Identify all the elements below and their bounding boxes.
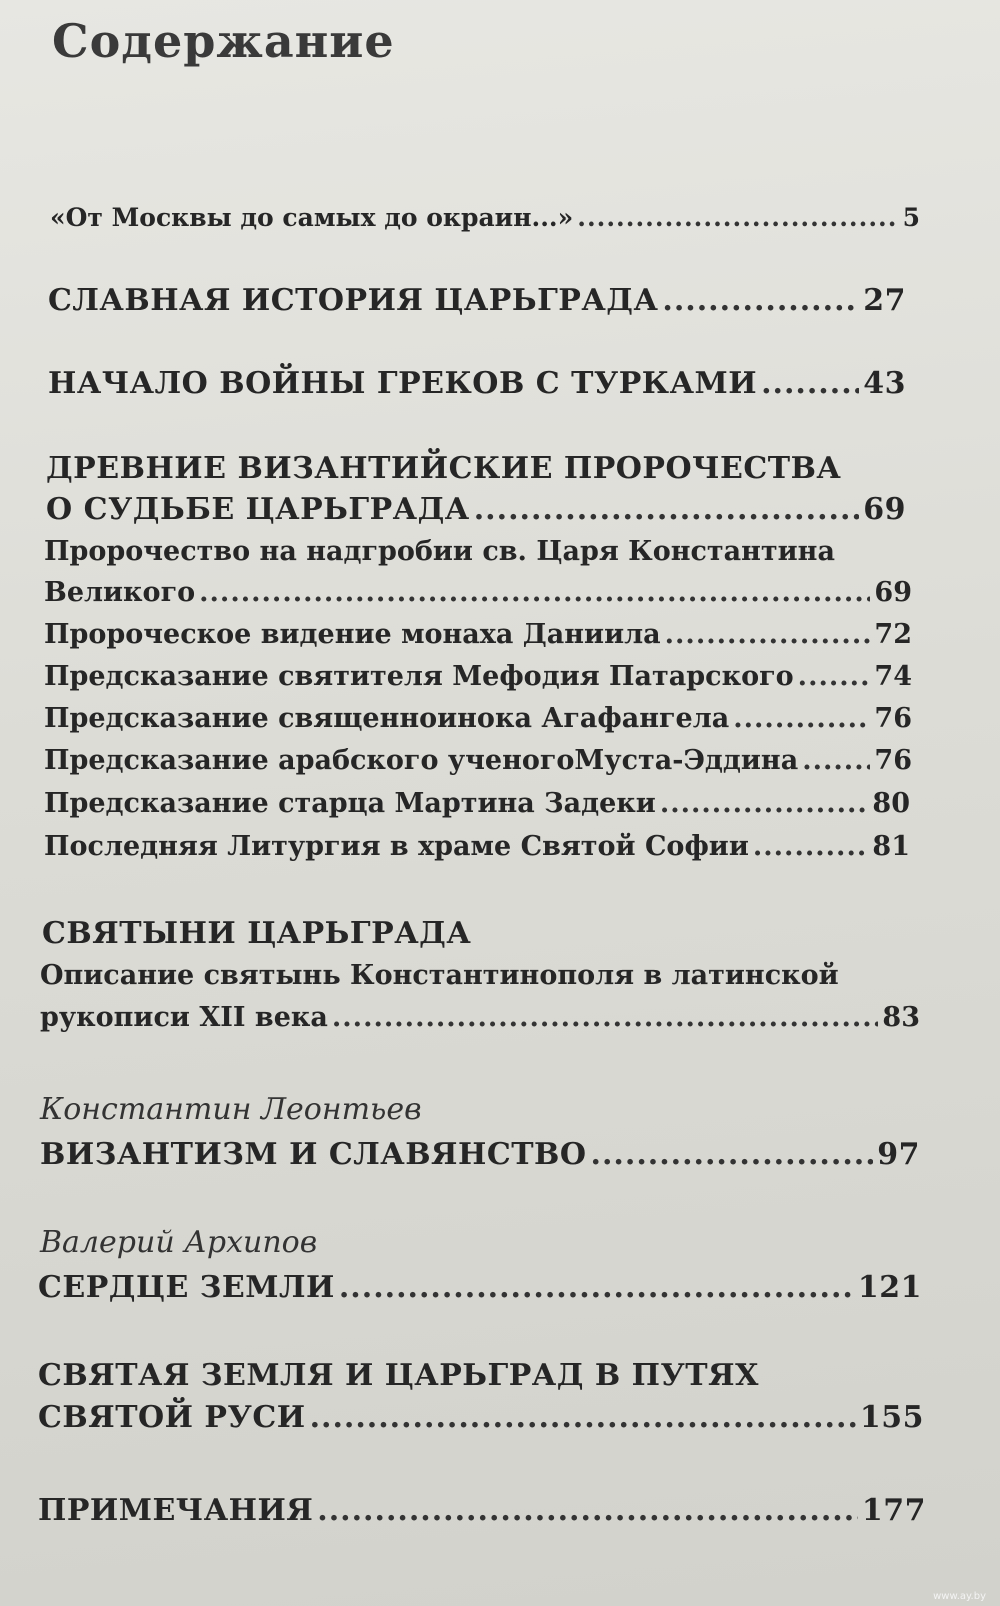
toc-page-number: 81 bbox=[872, 831, 910, 862]
toc-entry-title: «От Москвы до самых до окраин...» bbox=[50, 203, 574, 232]
toc-page-number: 72 bbox=[874, 619, 912, 650]
toc-page-number: 155 bbox=[859, 1400, 924, 1435]
toc-entry-title-line1: Пророчество на надгробии св. Царя Константина bbox=[44, 536, 835, 567]
toc-page-number: 43 bbox=[863, 366, 906, 401]
toc-entry bbox=[40, 1137, 920, 1172]
toc-entry-title: Последняя Литургия в храме Святой Софии bbox=[44, 831, 749, 862]
toc-entry bbox=[38, 1493, 926, 1528]
toc-entry bbox=[44, 577, 912, 608]
toc-entry bbox=[44, 788, 910, 819]
toc-entry bbox=[44, 619, 912, 650]
toc-leader-dots bbox=[665, 619, 871, 650]
toc-entry bbox=[44, 745, 912, 776]
toc-page-number: 177 bbox=[861, 1493, 926, 1528]
toc-entry-title-line1: ДРЕВНИЕ ВИЗАНТИЙСКИЕ ПРОРОЧЕСТВА bbox=[46, 451, 842, 486]
toc-author: Валерий Архипов bbox=[40, 1225, 318, 1260]
toc-entry-title: ВИЗАНТИЗМ И СЛАВЯНСТВО bbox=[40, 1137, 587, 1172]
toc-page-number: 121 bbox=[857, 1270, 922, 1305]
toc-leader-dots bbox=[199, 577, 870, 608]
toc-page-number: 76 bbox=[874, 703, 912, 734]
toc-leader-dots bbox=[798, 661, 871, 692]
toc-page-number: 76 bbox=[874, 745, 912, 776]
toc-leader-dots bbox=[753, 831, 869, 862]
toc-entry-title: Великого bbox=[44, 577, 196, 608]
toc-page-number: 83 bbox=[882, 1002, 920, 1033]
toc-entry-title-line1: Описание святынь Константинополя в латинской bbox=[40, 960, 839, 991]
toc-page-number: 80 bbox=[872, 788, 910, 819]
toc-entry-title: Предсказание священноинока Агафангела bbox=[44, 703, 730, 734]
toc-leader-dots bbox=[577, 203, 898, 232]
toc-page-number: 97 bbox=[877, 1137, 920, 1172]
toc-leader-dots bbox=[339, 1270, 854, 1305]
toc-leader-dots bbox=[662, 283, 859, 318]
toc-entry bbox=[38, 1400, 924, 1435]
toc-entry bbox=[38, 1270, 922, 1305]
toc-entry-title: рукописи XII века bbox=[40, 1002, 328, 1033]
toc-entry bbox=[44, 703, 912, 734]
toc-page-number: 69 bbox=[863, 492, 906, 527]
toc-entry-title: Предсказание старца Мартина Задеки bbox=[44, 788, 656, 819]
toc-leader-dots bbox=[761, 366, 859, 401]
toc-entry bbox=[50, 203, 920, 232]
toc-entry-title: СЕРДЦЕ ЗЕМЛИ bbox=[38, 1270, 335, 1305]
toc-leader-dots bbox=[802, 745, 870, 776]
toc-page-number: 5 bbox=[902, 203, 920, 232]
toc-entry bbox=[46, 492, 906, 527]
toc-leader-dots bbox=[591, 1137, 874, 1172]
toc-page-number: 74 bbox=[874, 661, 912, 692]
toc-leader-dots bbox=[332, 1002, 879, 1033]
toc-leader-dots bbox=[310, 1400, 856, 1435]
toc-entry-title-line1: СВЯТАЯ ЗЕМЛЯ И ЦАРЬГРАД В ПУТЯХ bbox=[38, 1358, 759, 1393]
toc-entry-title: Предсказание арабского ученогоМуста-Эддина bbox=[44, 745, 799, 776]
toc-entry bbox=[44, 661, 912, 692]
toc-page-number: 27 bbox=[863, 283, 906, 318]
toc-entry-title: НАЧАЛО ВОЙНЫ ГРЕКОВ С ТУРКАМИ bbox=[48, 366, 758, 401]
toc-entry-title: Предсказание святителя Мефодия Патарского bbox=[44, 661, 794, 692]
toc-entry-title: О СУДЬБЕ ЦАРЬГРАДА bbox=[46, 492, 470, 527]
toc-leader-dots bbox=[733, 703, 870, 734]
toc-leader-dots bbox=[474, 492, 860, 527]
toc-author: Константин Леонтьев bbox=[40, 1092, 422, 1127]
toc-page-number: 69 bbox=[874, 577, 912, 608]
toc-leader-dots bbox=[660, 788, 869, 819]
toc-entry bbox=[40, 1002, 920, 1033]
toc-entry bbox=[48, 283, 906, 318]
toc-entry-title: Пророческое видение монаха Даниила bbox=[44, 619, 661, 650]
page-title: Содержание bbox=[52, 14, 395, 68]
toc-entry bbox=[44, 831, 910, 862]
site-watermark: www.ay.by bbox=[933, 1591, 986, 1602]
toc-entry-title: СВЯТОЙ РУСИ bbox=[38, 1400, 306, 1435]
toc-section-heading: СВЯТЫНИ ЦАРЬГРАДА bbox=[42, 916, 472, 951]
toc-entry bbox=[48, 366, 906, 401]
toc-entry-title: СЛАВНАЯ ИСТОРИЯ ЦАРЬГРАДА bbox=[48, 283, 659, 318]
toc-leader-dots bbox=[317, 1493, 858, 1528]
toc-entry-title: ПРИМЕЧАНИЯ bbox=[38, 1493, 314, 1528]
